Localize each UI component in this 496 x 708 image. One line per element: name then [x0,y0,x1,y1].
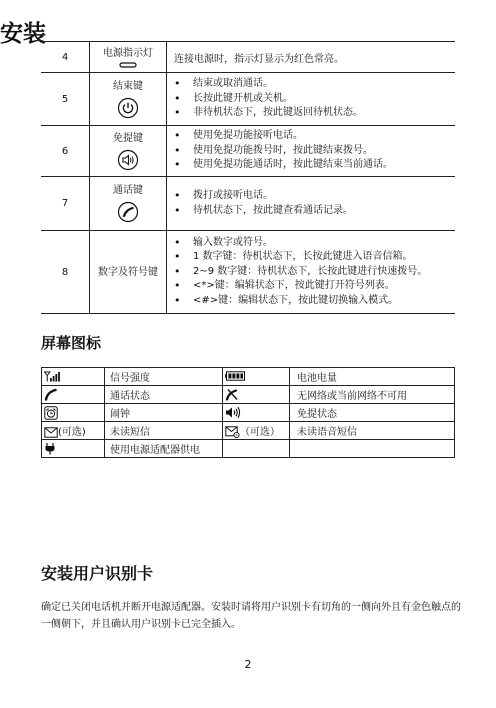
alarm-icon [44,406,58,420]
icon-label: 电池电量 [290,368,455,386]
list-item: • <*>键：编辑状态下，按此键打开符号列表。 [174,279,455,294]
table-row [42,386,455,404]
list-item: • 待机状态下，按此键查看通话记录。 [174,204,455,219]
list-item: • 输入数字或符号。 [174,236,455,251]
key-name: 数字及符号键 [98,266,158,278]
call-status-icon [44,388,57,401]
key-cell [90,73,167,126]
list-item: • 使用免提功能通话时，按此键结束当前通话。 [174,158,455,173]
call-key-icon [117,201,139,223]
list-item: • 长按此键开机或关机。 [174,92,455,107]
adapter-icon [44,442,56,455]
key-table [41,41,455,314]
list-item: • 非待机状态下，按此键返回待机状态。 [174,106,455,121]
key-name: 通话键 [113,185,143,196]
power-indicator-icon [119,62,137,68]
end-key-icon [117,97,139,119]
icon-label: 无网络或当前网络不可用 [290,386,455,404]
row-number: 8 [41,231,90,314]
handsfree-icon [225,406,241,419]
table-row [42,440,455,458]
key-description: 连接电源时，指示灯显示为红色常亮。 [167,42,456,73]
icon-label: 未读短信 [105,422,223,440]
no-network-icon [225,388,239,401]
row-number: 7 [41,177,90,231]
key-name: 结束键 [113,80,143,92]
icon-label: 免提状态 [290,404,455,422]
bullet-list [174,129,455,173]
list-item: • 1 数字键：待机状态下，长按此键进入语音信箱。 [174,250,455,265]
icon-label: 通话状态 [105,386,223,404]
screen-icon-table [41,367,455,458]
list-item: • <#>键：编辑状态下，按此键切换输入模式。 [174,294,455,309]
bullet-list [174,77,455,121]
row-number: 6 [41,126,90,177]
table-row [41,177,455,231]
table-row [42,368,455,386]
speaker-key-icon [117,149,139,171]
table-row [41,231,455,314]
table-row [41,73,455,126]
list-item: • 使用免提功能接听电话。 [174,129,455,144]
screen-icons-heading: 屏幕图标 [41,334,102,352]
key-cell [90,177,167,231]
table-row [42,422,455,440]
voicemail-icon [225,426,240,438]
list-item: • 2~9 数字键：待机状态下，长按此键进行快速拨号。 [174,265,455,280]
sim-install-heading: 安装用户识别卡 [41,564,154,583]
key-cell [90,42,167,73]
bullet-list [174,236,455,309]
row-number: 4 [41,42,90,73]
install-heading: 安装 [0,21,46,48]
table-row [42,404,455,422]
list-item: • 结束或取消通话。 [174,77,455,92]
list-item: • 使用免提功能拨号时，按此键结束拨号。 [174,144,455,159]
key-name: 电源指示灯 [103,47,153,59]
optional-note: (可选) [58,427,86,438]
sms-icon [44,427,58,438]
table-row [41,126,455,177]
row-number: 5 [41,73,90,126]
key-name: 免提键 [113,132,143,144]
optional-note: （可选） [240,427,280,438]
page-number: 2 [244,658,252,671]
icon-label: 信号强度 [105,368,223,386]
install-paragraph: 确定已关闭电话机并断开电源适配器。安装时请将用户识别卡有切角的一侧向外且有金色触点的一侧朝下，并且确认用户识别卡已完全插入。 [41,602,461,630]
icon-label: 闹钟 [105,404,223,422]
bullet-list [174,189,455,218]
list-item: • 拨打或接听电话。 [174,189,455,204]
signal-icon [44,371,60,382]
battery-icon [225,371,247,381]
icon-label: 使用电源适配器供电 [105,440,223,458]
table-row [41,42,455,73]
icon-label: 未读语音短信 [290,422,455,440]
key-cell [90,126,167,177]
key-cell [90,231,167,314]
